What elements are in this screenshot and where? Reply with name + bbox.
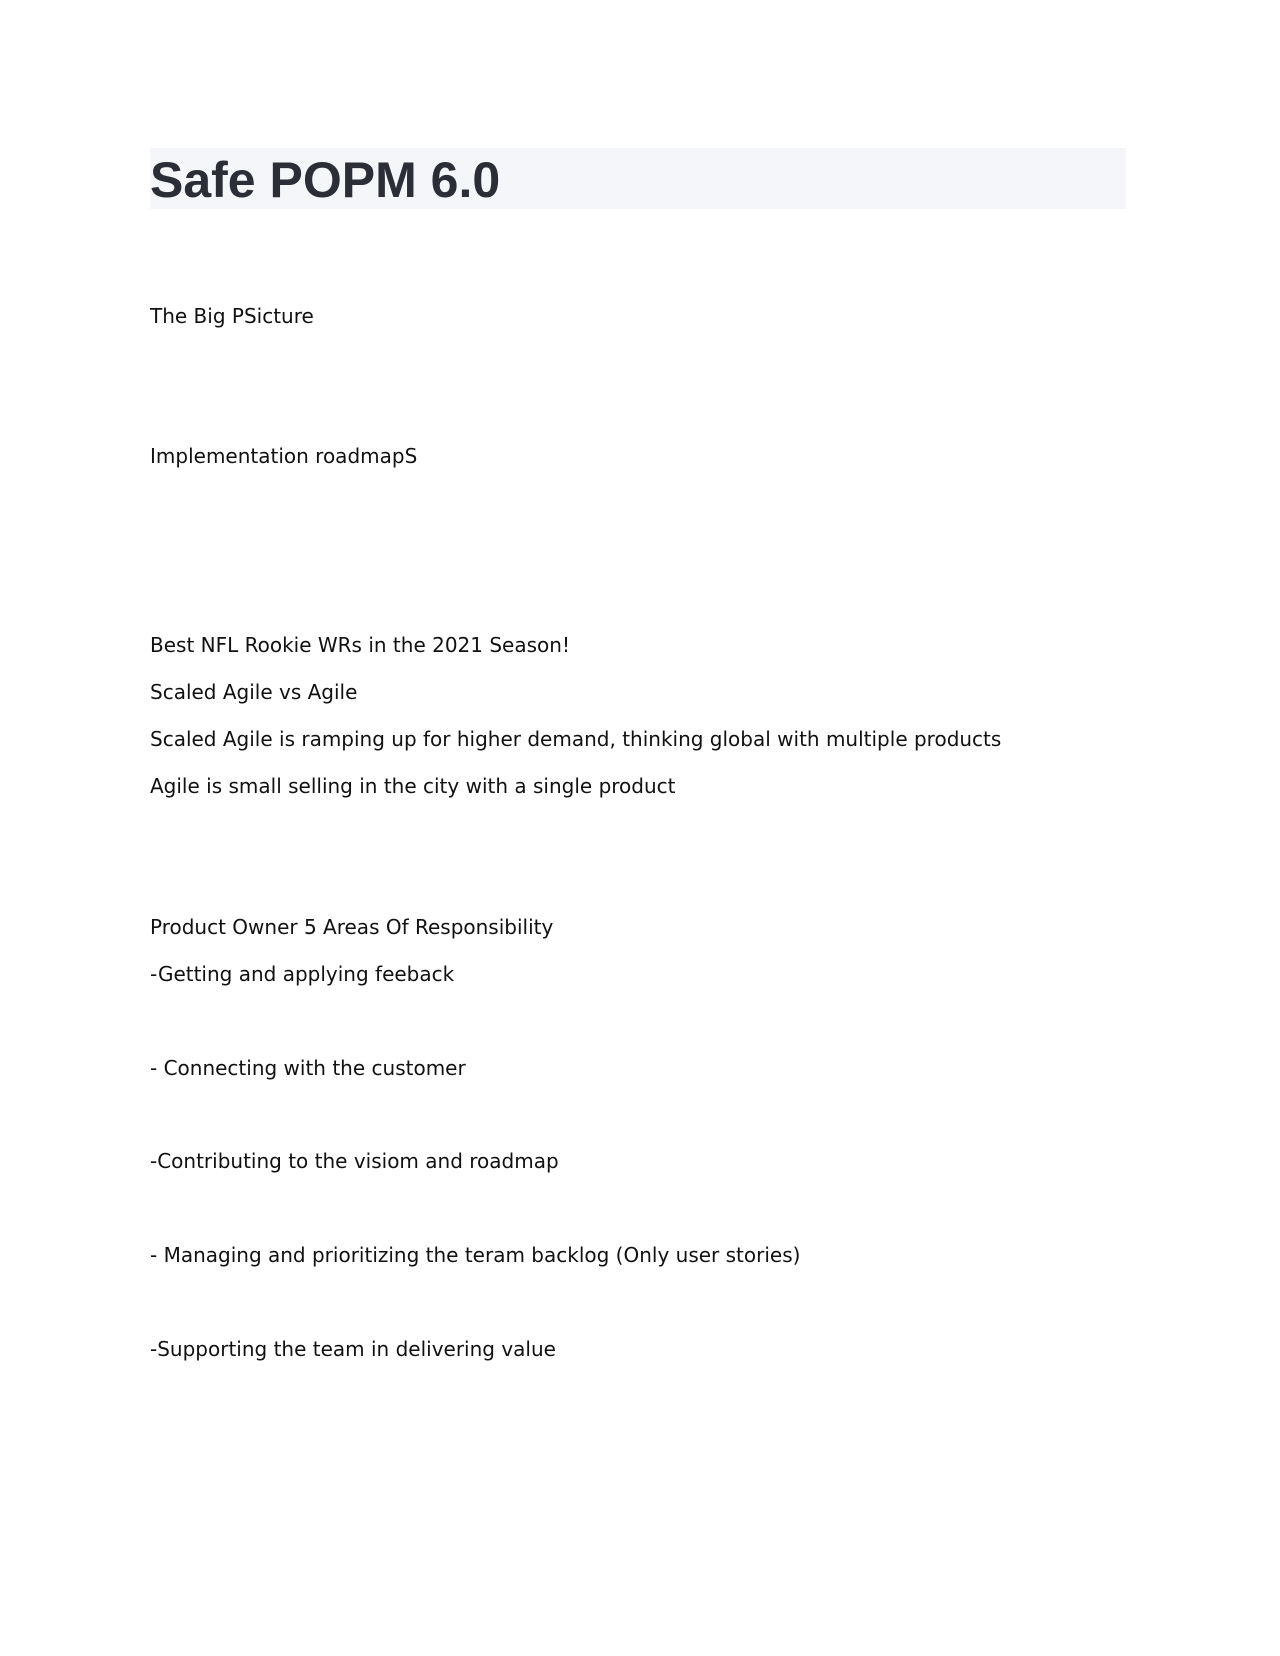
text-line-responsibility-value: -Supporting the team in delivering value — [150, 1337, 556, 1361]
text-line-responsibility-customer: - Connecting with the customer — [150, 1056, 466, 1080]
text-line-nfl-rookie-wrs: Best NFL Rookie WRs in the 2021 Season! — [150, 633, 570, 657]
text-line-implementation-roadmaps: Implementation roadmapS — [150, 444, 418, 468]
text-line-agile-description: Agile is small selling in the city with a single product — [150, 774, 676, 798]
text-line-po-responsibilities-heading: Product Owner 5 Areas Of Responsibility — [150, 915, 554, 939]
text-line-responsibility-vision: -Contributing to the visiom and roadmap — [150, 1149, 559, 1173]
document-title: Safe POPM 6.0 — [150, 152, 501, 208]
text-line-responsibility-backlog: - Managing and prioritizing the teram backlog (Only user stories) — [150, 1243, 801, 1267]
text-line-responsibility-feedback: -Getting and applying feeback — [150, 962, 455, 986]
text-line-scaled-agile-description: Scaled Agile is ramping up for higher demand, thinking global with multiple products — [150, 727, 1002, 751]
text-line-scaled-agile-vs-agile: Scaled Agile vs Agile — [150, 680, 358, 704]
text-line-big-picture: The Big PSicture — [150, 304, 314, 328]
